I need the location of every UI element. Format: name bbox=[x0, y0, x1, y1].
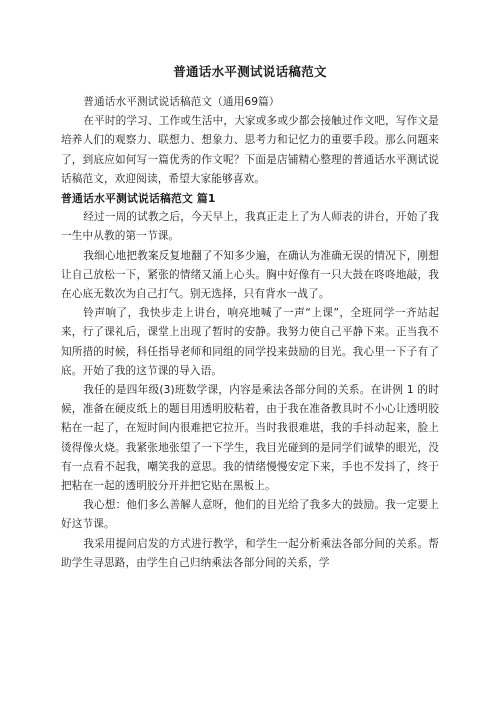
section-heading: 普通话水平测试说话稿范文 篇1 bbox=[61, 192, 216, 206]
body-paragraph: 我采用提问启发的方式进行教学，和学生一起分析乘法各部分间的关系。帮助学生寻思路，由学生自己归纳乘法各部分间的关系，学 bbox=[61, 537, 439, 569]
body-paragraph: 铃声响了，我快步走上讲台，响亮地喊了一声“上课”，全班同学一齐站起来，行了课礼后，课堂上出现了暂时的安静。我努力使自己平静下来。正当我不知所措的时候，科任指导老师和同组的同学投来鼓励的目光。我心里一下子有了底。开始了我的这节课的导入语。 bbox=[61, 307, 439, 377]
document-subtitle: 普通话水平测试说话稿范文（通用69篇） bbox=[83, 96, 280, 108]
body-paragraph: 我任的是四年级(3)班数学课，内容是乘法各部分间的关系。在讲例 1 的时候，准备在硬皮纸上的题目用透明胶粘着，由于我在准备教具时不小心让透明胶粘在一起了，在短时间内很难把它拉开。当时我很难堪，我的手抖动起来，脸上烫得像火烧。我紧张地张望了一下学生，我目光碰到的是同学们诚挚的眼光，没有一点看不起我，嘲笑我的意思。我的情绪慢慢安定下来，手也不发抖了，终于把粘在一起的透明胶分开并把它贴在黑板上。 bbox=[61, 384, 439, 493]
body-paragraph: 我心想：他们多么善解人意呀，他们的目光给了我多大的鼓励。我一定要上好这节课。 bbox=[61, 499, 439, 531]
document-title: 普通话水平测试说话稿范文 bbox=[173, 64, 327, 79]
intro-paragraph: 在平时的学习、工作或生活中，大家或多或少都会接触过作文吧，写作文是培养人们的观察力、联想力、想象力、思考力和记忆力的重要手段。那么问题来了，到底应如何写一篇优秀的作文呢？下面是店铺精心整理的普通话水平测试说话稿范文，欢迎阅读，希望大家能够喜欢。 bbox=[61, 115, 439, 185]
body-paragraph: 我细心地把教案反复地翻了不知多少遍，在确认为准确无误的情况下，刚想让自己放松一下，紧张的情绪又涌上心头。胸中好像有一只大鼓在咚咚地敲，我在心底无数次为自己打气。别无选择，只有背水一战了。 bbox=[61, 249, 439, 301]
body-paragraph: 经过一周的试教之后，今天早上，我真正走上了为人师表的讲台，开始了我一生中从教的第一节课。 bbox=[61, 211, 439, 243]
